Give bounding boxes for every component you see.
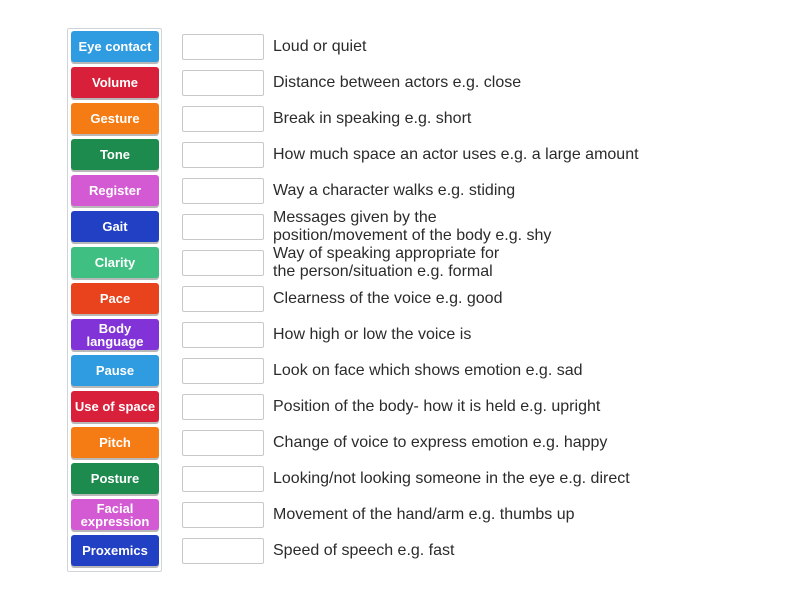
definition-text [273,470,693,488]
definition-text [273,398,693,416]
answer-tile-body-language[interactable]: Body language [71,319,159,350]
definition-line: How much space an actor uses e.g. a large amount [273,146,639,163]
answer-tile-facial-expression[interactable]: Facial expression [71,499,159,530]
definition-line: Clearness of the voice e.g. good [273,290,503,307]
definition-line: Loud or quiet [273,38,367,55]
definition-line: Messages given by the [273,209,437,226]
definition-line: Movement of the hand/arm e.g. thumbs up [273,506,575,523]
drop-slot[interactable] [182,34,264,60]
definition-line: Break in speaking e.g. short [273,110,472,127]
drop-slot[interactable] [182,358,264,384]
drop-slot[interactable] [182,466,264,492]
answer-tile-proxemics[interactable]: Proxemics [71,535,159,566]
answer-tile-gesture[interactable]: Gesture [71,103,159,134]
definition-line: Looking/not looking someone in the eye e.g. direct [273,470,630,487]
drop-slot[interactable] [182,286,264,312]
answer-tile-clarity[interactable]: Clarity [71,247,159,278]
answer-tile-gait[interactable]: Gait [71,211,159,242]
drop-slot[interactable] [182,250,264,276]
definition-text [273,542,693,560]
definition-line: Way of speaking appropriate for [273,245,500,262]
drop-slot[interactable] [182,142,264,168]
drop-slot[interactable] [182,430,264,456]
definition-line: How high or low the voice is [273,326,472,343]
drop-slot[interactable] [182,322,264,348]
drop-slot[interactable] [182,178,264,204]
definition-line: position/movement of the body e.g. shy [273,227,552,244]
definition-line: Look on face which shows emotion e.g. sad [273,362,583,379]
definition-text [273,245,693,281]
definition-text [273,38,693,56]
definition-text [273,290,693,308]
answer-tile-tone[interactable]: Tone [71,139,159,170]
answer-tile-pitch[interactable]: Pitch [71,427,159,458]
definition-text [273,326,693,344]
definition-line: the person/situation e.g. formal [273,263,493,280]
definition-text [273,434,693,452]
drop-slot[interactable] [182,394,264,420]
definition-text [273,506,693,524]
definition-text [273,74,693,92]
definition-line: Distance between actors e.g. close [273,74,522,91]
drop-slot[interactable] [182,502,264,528]
answer-tile-pace[interactable]: Pace [71,283,159,314]
answer-tile-register[interactable]: Register [71,175,159,206]
definition-text [273,362,693,380]
answer-tile-posture[interactable]: Posture [71,463,159,494]
drop-slot[interactable] [182,214,264,240]
drop-slot[interactable] [182,538,264,564]
definition-text [273,110,693,128]
definition-text [273,182,693,200]
definition-line: Speed of speech e.g. fast [273,542,455,559]
definition-line: Way a character walks e.g. stiding [273,182,516,199]
definition-line: Change of voice to express emotion e.g. happy [273,434,608,451]
answer-tile-volume[interactable]: Volume [71,67,159,98]
answer-tile-pause[interactable]: Pause [71,355,159,386]
definition-text [273,146,693,164]
drop-slot[interactable] [182,70,264,96]
drop-slot[interactable] [182,106,264,132]
definition-text [273,209,693,245]
answer-tile-eye-contact[interactable]: Eye contact [71,31,159,62]
definition-line: Position of the body- how it is held e.g. upright [273,398,601,415]
answer-tile-use-of-space[interactable]: Use of space [71,391,159,422]
